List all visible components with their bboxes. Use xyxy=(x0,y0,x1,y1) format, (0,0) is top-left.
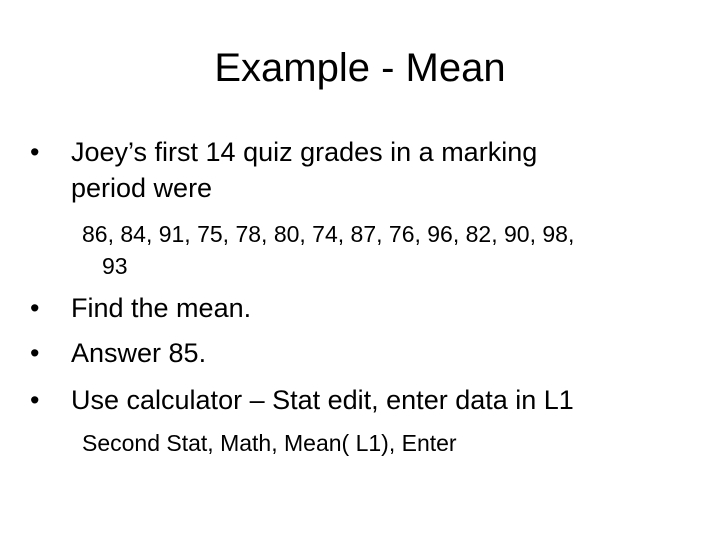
slide-title: Example - Mean xyxy=(214,46,506,90)
grades-list-line: 86, 84, 91, 75, 78, 80, 74, 87, 76, 96, 82, 90, 98, xyxy=(82,221,575,247)
bullet-dot: • xyxy=(30,338,40,368)
bullet-text-line: Find the mean. xyxy=(71,293,252,323)
bullet-text-line: period were xyxy=(71,173,213,203)
bullet-text-line: Answer 85. xyxy=(71,338,207,368)
grades-list-line: 93 xyxy=(102,253,128,279)
bullet-dot: • xyxy=(30,293,40,323)
bullet-dot: • xyxy=(30,137,40,167)
bullet-dot: • xyxy=(30,385,40,415)
bullet-text-line: Joey’s first 14 quiz grades in a marking xyxy=(71,137,538,167)
bullet-text-line: Use calculator – Stat edit, enter data in L1 xyxy=(71,385,574,415)
calculator-steps-line: Second Stat, Math, Mean( L1), Enter xyxy=(82,430,457,456)
